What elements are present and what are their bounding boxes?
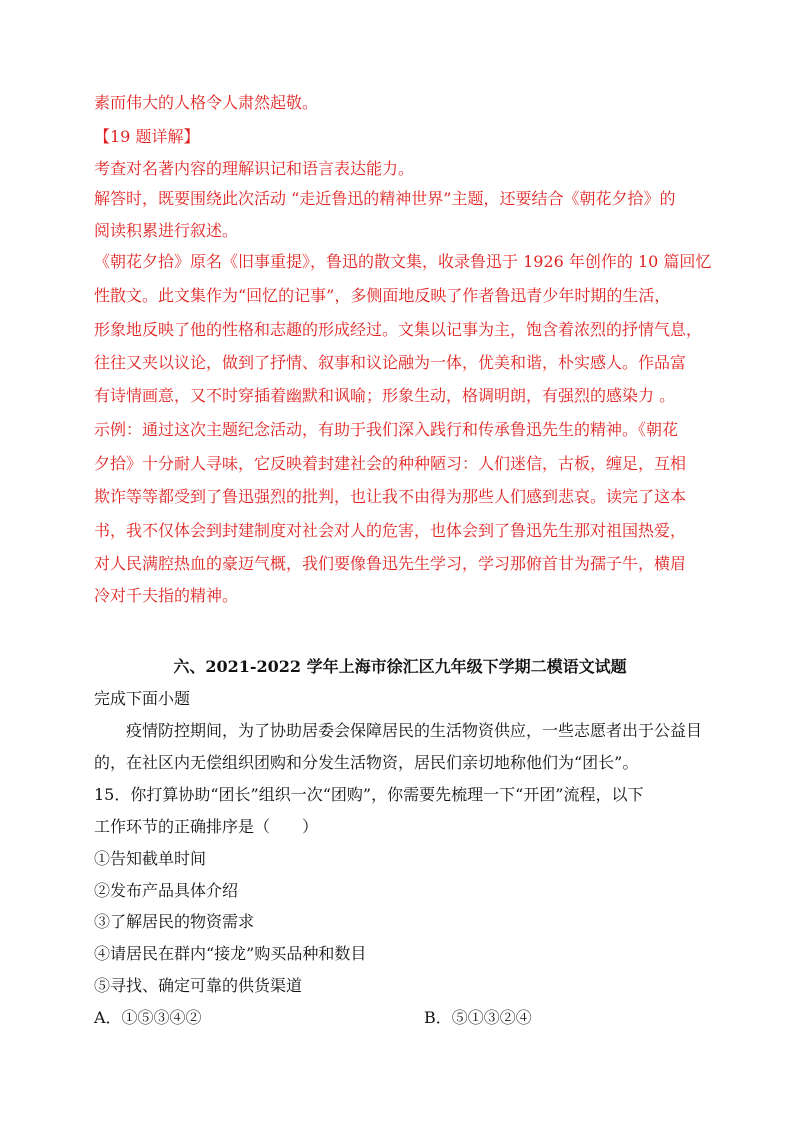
answer-line: 形象地反映了他的性格和志趣的形成经过。文集以记事为主，饱含着浓烈的抒情气息， xyxy=(94,320,703,339)
answer-line: 夕拾》十分耐人寻味，它反映着封建社会的种种陋习：人们迷信，古板，缠足，互相 xyxy=(94,454,687,473)
passage-line: 的，在社区内无偿组织团购和分发生活物资，居民们亲切地称他们为“团长”。 xyxy=(94,753,639,772)
option-b[interactable]: B．⑤①③②④ xyxy=(424,1008,532,1027)
answer-line: 对人民满腔热血的豪迈气概，我们要像鲁迅先生学习，学习那俯首甘为孺子牛，横眉 xyxy=(94,554,687,573)
answer-line: 阅读积累进行叙述。 xyxy=(94,221,239,240)
question-stem: 工作环节的正确排序是（ ） xyxy=(94,817,319,836)
answer-line: 解答时，既要围绕此次活动 “走近鲁迅的精神世界”主题，还要结合《朝花夕拾》的 xyxy=(94,189,676,208)
answer-line: 示例：通过这次主题纪念活动，有助于我们深入践行和传承鲁迅先生的精神。《朝花 xyxy=(94,420,679,439)
answer-heading: 【19 题详解】 xyxy=(94,127,200,146)
answer-line: 有诗情画意，又不时穿插着幽默和讽喻；形象生动，格调明朗，有强烈的感染力 。 xyxy=(94,386,676,405)
step-item: ①告知截单时间 xyxy=(94,849,207,868)
step-item: ⑤寻找、确定可靠的供货渠道 xyxy=(94,976,303,995)
section-title: 六、2021-2022 学年上海市徐汇区九年级下学期二模语文试题 xyxy=(173,657,627,676)
question-stem: 15．你打算协助“团长”组织一次“团购”，你需要先梳理一下“开团”流程，以下 xyxy=(94,785,644,804)
answer-line: 性散文。此文集作为“回忆的记事”，多侧面地反映了作者鲁迅青少年时期的生活， xyxy=(94,286,671,305)
step-item: ②发布产品具体介绍 xyxy=(94,881,239,900)
step-item: ③了解居民的物资需求 xyxy=(94,912,255,931)
passage-line: 疫情防控期间，为了协助居委会保障居民的生活物资供应，一些志愿者出于公益目 xyxy=(126,721,703,740)
answer-line: 考查对名著内容的理解识记和语言表达能力。 xyxy=(94,159,415,178)
answer-line: 《朝花夕拾》原名《旧事重提》，鲁迅的散文集，收录鲁迅于 1926 年创作的 10 篇回忆 xyxy=(94,252,712,271)
answer-line: 书，我不仅体会到封建制度对社会对人的危害，也体会到了鲁迅先生那对祖国热爱， xyxy=(94,521,687,540)
answer-line: 往往又夹以议论，做到了抒情、叙事和议论融为一体，优美和谐，朴实感人。作品富 xyxy=(94,353,687,372)
option-a[interactable]: A．①⑤③④② xyxy=(94,1008,202,1027)
answer-line: 冷对千夫指的精神。 xyxy=(94,586,239,605)
step-item: ④请居民在群内“接龙”购买品种和数目 xyxy=(94,944,367,963)
instruction: 完成下面小题 xyxy=(94,689,191,708)
answer-line: 素而伟大的人格令人肃然起敬。 xyxy=(94,93,319,112)
answer-line: 欺诈等等都受到了鲁迅强烈的批判，也让我不由得为那些人们感到悲哀。读完了这本 xyxy=(94,487,687,506)
